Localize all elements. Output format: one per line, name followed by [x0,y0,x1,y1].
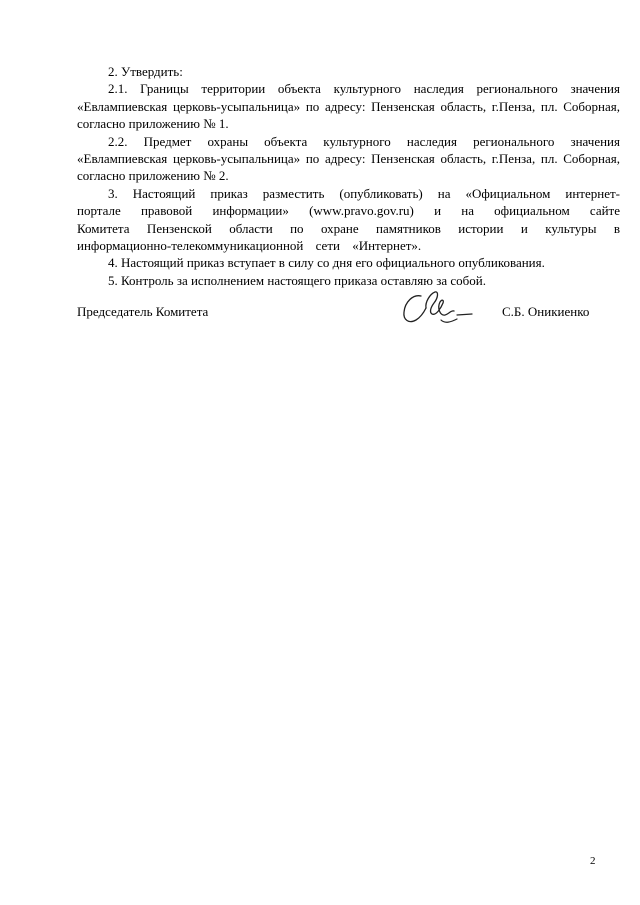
signatory-title: Председатель Комитета [77,304,209,319]
signatory-name: С.Б. Оникиенко [502,304,590,319]
signature-block [77,286,620,332]
paragraph-item-2: 2. Утвердить: [108,64,183,79]
paragraph-item-2-2: 2.2. Предмет охраны объекта культурного наследия регионального значения «Евлампиевская церковь-усыпальница» по адресу: Пензенская область, г.Пенза, пл. Соборная, согласно приложению № 2. [77,133,620,184]
document-body [77,63,620,289]
page-number: 2 [590,855,596,867]
paragraph-item-3: 3. Настоящий приказ разместить (опубликовать) на «Официальном интернет-портале правовой информации» (www.pravo.gov.ru) и на официальном сайте Комитета Пензенской области по охране памятников истории и культуры в информационно-телекоммуникационной сети «Интернет». [77,185,620,254]
paragraph-item-2-1: 2.1. Границы территории объекта культурного наследия регионального значения «Евлампиевская церковь-усыпальница» по адресу: Пензенская область, г.Пенза, пл. Соборная, согласно приложению № 1. [77,81,620,132]
paragraph-item-4: 4. Настоящий приказ вступает в силу со дня его официального опубликования. [108,255,545,271]
handwritten-signature [399,286,479,330]
paragraph-item-5: 5. Контроль за исполнением настоящего приказа оставляю за собой. [108,272,486,288]
